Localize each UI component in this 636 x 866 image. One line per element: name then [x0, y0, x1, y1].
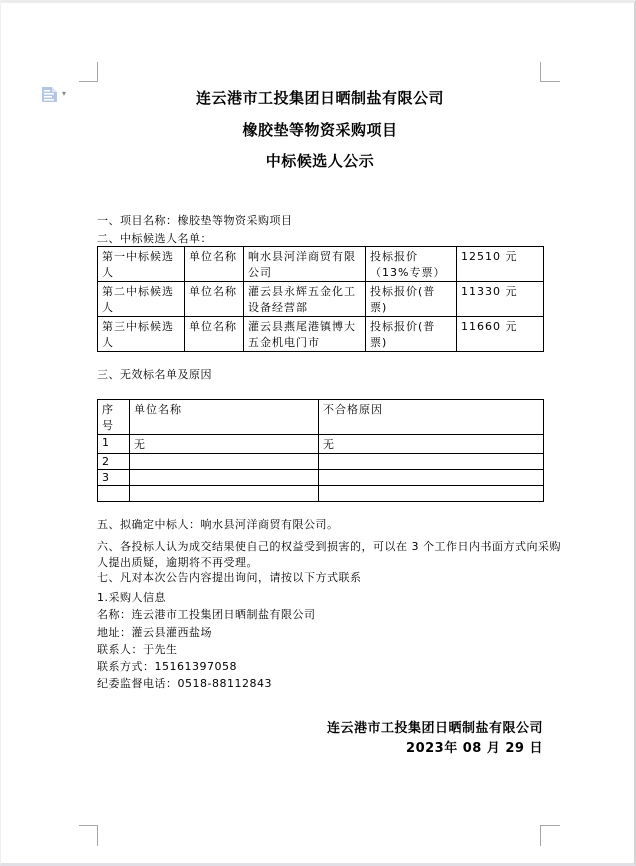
paragraph-project-name: 一、项目名称：橡胶垫等物资采购项目 [97, 214, 293, 227]
price-value-cell: 11660 元 [457, 317, 544, 352]
header-cell-unit: 单位名称 [130, 400, 319, 435]
paragraph-objection-line1: 六、各投标人认为成交结果使自己的权益受到损害的，可以在 3 个工作日内书面方式向采购 [97, 540, 561, 553]
winner-rank-cell: 第二中标候选人 [98, 282, 185, 317]
winners-table-row [98, 317, 544, 352]
reason-cell [319, 486, 544, 502]
crop-mark-top-right [540, 62, 560, 82]
unit-cell [130, 454, 319, 470]
winners-table-row [98, 247, 544, 282]
invalid-table-row [98, 470, 544, 486]
paragraph-candidate-list: 二、中标候选人名单： [97, 232, 212, 245]
no-cell [98, 486, 130, 502]
price-value-cell: 12510 元 [457, 247, 544, 282]
contact-address: 地址：灌云县灌西盐场 [97, 626, 212, 639]
no-cell: 1 [98, 435, 130, 454]
signature-company: 连云港市工投集团日晒制盐有限公司 [326, 721, 543, 736]
crop-mark-bottom-right [540, 825, 560, 846]
contact-phone: 联系方式：15161397058 [97, 660, 237, 673]
doc-title-notice: 中标候选人公示 [265, 152, 375, 170]
no-cell: 3 [98, 470, 130, 486]
unit-label-cell: 单位名称 [185, 317, 244, 352]
unit-cell [130, 486, 319, 502]
signature-date: 2023年 08 月 29 日 [406, 741, 543, 756]
unit-label-cell: 单位名称 [185, 247, 244, 282]
contact-person: 联系人：于先生 [97, 643, 178, 656]
unit-cell: 无 [130, 435, 319, 454]
unit-label-cell: 单位名称 [185, 282, 244, 317]
doc-title-company: 连云港市工投集团日晒制盐有限公司 [195, 89, 444, 107]
winner-company-cell: 灌云县永辉五金化工设备经营部 [244, 282, 366, 317]
price-label-cell: 投标报价(普票) [366, 282, 457, 317]
paragraph-inquiry: 七、凡对本次公告内容提出询问，请按以下方式联系 [97, 571, 362, 584]
contact-heading: 1.采购人信息 [97, 591, 166, 604]
winner-company-cell: 响水县河洋商贸有限公司 [244, 247, 366, 282]
doc-title-project: 橡胶垫等物资采购项目 [242, 121, 398, 139]
invalid-table-row [98, 454, 544, 470]
price-label-cell: 投标报价（13%专票） [366, 247, 457, 282]
unit-cell [130, 470, 319, 486]
invalid-bids-table [97, 399, 544, 502]
invalid-table-row [98, 486, 544, 502]
winners-table [97, 246, 544, 352]
price-label-cell: 投标报价(普票) [366, 317, 457, 352]
dropdown-arrow-icon: ▾ [62, 89, 67, 98]
winners-table-row [98, 282, 544, 317]
paste-options-button[interactable] [41, 86, 73, 104]
crop-mark-bottom-left [79, 825, 98, 846]
winner-rank-cell: 第一中标候选人 [98, 247, 185, 282]
paragraph-objection-line2: 人提出质疑，逾期将不再受理。 [97, 556, 258, 569]
header-cell-no: 序号 [98, 400, 130, 435]
header-cell-reason: 不合格原因 [319, 400, 544, 435]
crop-mark-top-left [79, 62, 98, 82]
invalid-table-row [98, 435, 544, 454]
winner-company-cell: 灌云县燕尾港镇博大五金机电门市 [244, 317, 366, 352]
reason-cell [319, 454, 544, 470]
paragraph-invalid-bids: 三、无效标名单及原因 [97, 368, 212, 381]
no-cell: 2 [98, 454, 130, 470]
invalid-table-header-row [98, 400, 544, 435]
reason-cell: 无 [319, 435, 544, 454]
price-value-cell: 11330 元 [457, 282, 544, 317]
contact-supervision-phone: 纪委监督电话：0518-88112843 [97, 677, 272, 690]
contact-name: 名称：连云港市工投集团日晒制盐有限公司 [97, 608, 316, 621]
reason-cell [319, 470, 544, 486]
paragraph-confirmed-winner: 五、拟确定中标人：响水县河洋商贸有限公司。 [97, 518, 339, 531]
winner-rank-cell: 第三中标候选人 [98, 317, 185, 352]
